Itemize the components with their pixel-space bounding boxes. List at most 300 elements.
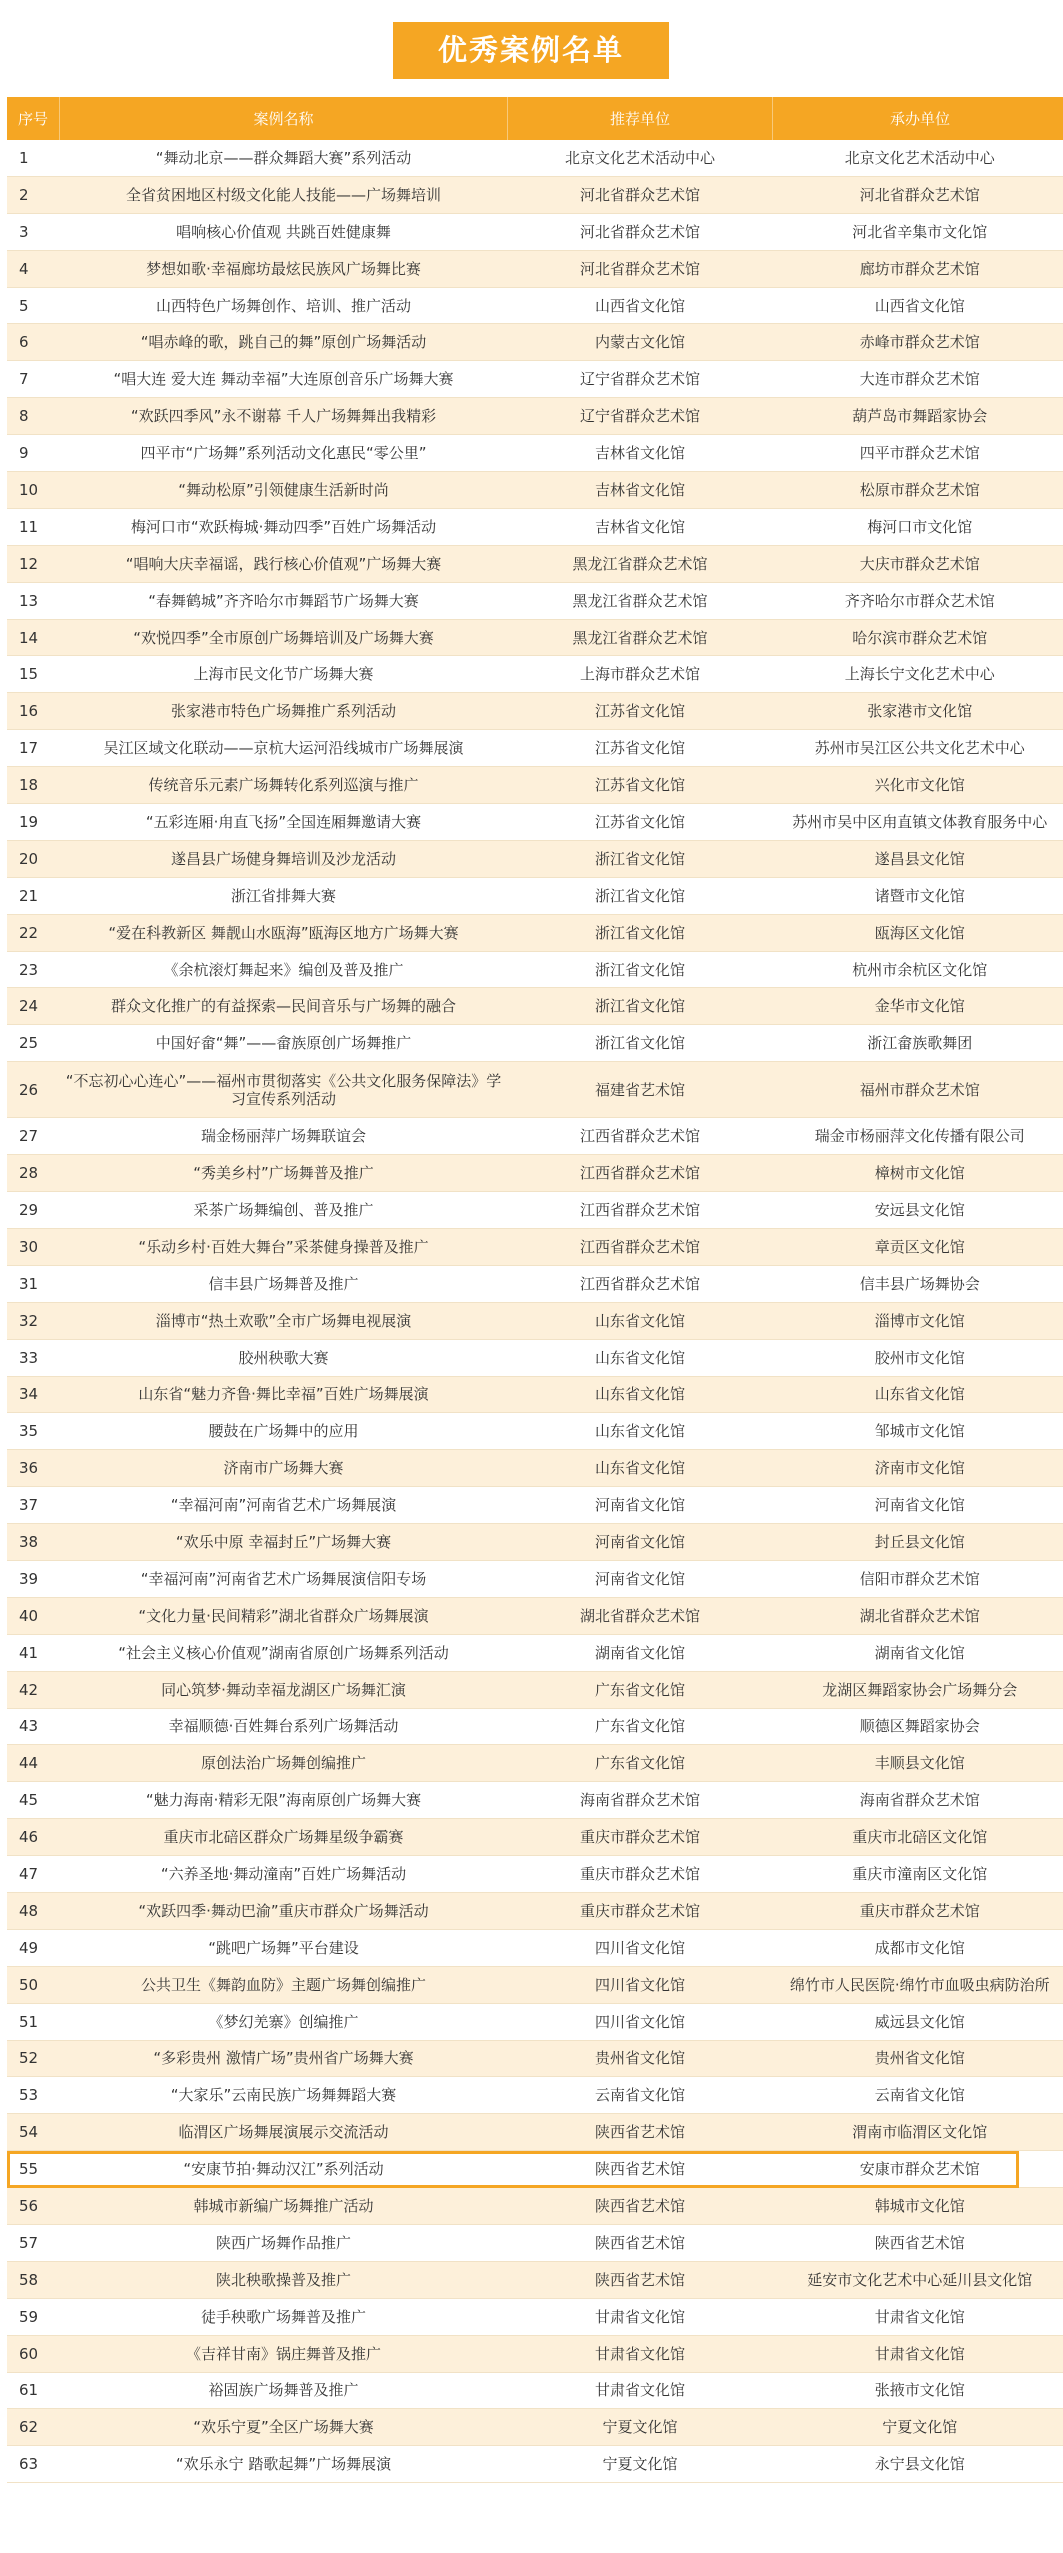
table-row [7, 1966, 1063, 2003]
case-name: “唱大连 爱大连 舞动幸福”大连原创音乐广场舞大赛 [60, 361, 508, 398]
recommending-unit: 江苏省文化馆 [508, 693, 773, 730]
table-row [7, 2409, 1063, 2446]
organizing-unit: 威远县文化馆 [773, 2003, 1063, 2040]
table-row [7, 1929, 1063, 1966]
case-name: “多彩贵州 激情广场”贵州省广场舞大赛 [60, 2040, 508, 2077]
table-row [7, 914, 1063, 951]
recommending-unit: 陕西省艺术馆 [508, 2151, 773, 2188]
organizing-unit: 哈尔滨市群众艺术馆 [773, 619, 1063, 656]
row-index: 59 [7, 2298, 60, 2335]
case-name: 张家港市特色广场舞推广系列活动 [60, 693, 508, 730]
recommending-unit: 四川省文化馆 [508, 1966, 773, 2003]
row-index: 43 [7, 1708, 60, 1745]
case-name: 公共卫生《舞韵血防》主题广场舞创编推广 [60, 1966, 508, 2003]
table-row [7, 1228, 1063, 1265]
case-name: 淄博市“热土欢歌”全市广场舞电视展演 [60, 1302, 508, 1339]
case-name: “爱在科教新区 舞靓山水瓯海”瓯海区地方广场舞大赛 [60, 914, 508, 951]
row-index: 46 [7, 1819, 60, 1856]
recommending-unit: 陕西省艺术馆 [508, 2261, 773, 2298]
table-row [7, 1819, 1063, 1856]
table-row [7, 1892, 1063, 1929]
row-index: 23 [7, 951, 60, 988]
recommending-unit: 湖北省群众艺术馆 [508, 1597, 773, 1634]
organizing-unit: 重庆市北碚区文化馆 [773, 1819, 1063, 1856]
table-row [7, 324, 1063, 361]
case-name: 重庆市北碚区群众广场舞星级争霸赛 [60, 1819, 508, 1856]
recommending-unit: 宁夏文化馆 [508, 2409, 773, 2446]
case-name: “舞动北京——群众舞蹈大赛”系列活动 [60, 140, 508, 176]
case-name: “欢乐中原 幸福封丘”广场舞大赛 [60, 1524, 508, 1561]
recommending-unit: 四川省文化馆 [508, 2003, 773, 2040]
recommending-unit: 河南省文化馆 [508, 1487, 773, 1524]
organizing-unit: 齐齐哈尔市群众艺术馆 [773, 582, 1063, 619]
recommending-unit: 江苏省文化馆 [508, 730, 773, 767]
organizing-unit: 廊坊市群众艺术馆 [773, 250, 1063, 287]
organizing-unit: 金华市文化馆 [773, 988, 1063, 1025]
case-name: 《吉祥甘南》锅庄舞普及推广 [60, 2335, 508, 2372]
organizing-unit: 淄博市文化馆 [773, 1302, 1063, 1339]
table-row [7, 398, 1063, 435]
case-name: 遂昌县广场健身舞培训及沙龙活动 [60, 840, 508, 877]
table-header-row [7, 97, 1063, 140]
recommending-unit: 河北省群众艺术馆 [508, 213, 773, 250]
row-index: 62 [7, 2409, 60, 2446]
row-index: 27 [7, 1118, 60, 1155]
organizing-unit: 甘肃省文化馆 [773, 2298, 1063, 2335]
case-name: “文化力量·民间精彩”湖北省群众广场舞展演 [60, 1597, 508, 1634]
row-index: 35 [7, 1413, 60, 1450]
organizing-unit: 河北省辛集市文化馆 [773, 213, 1063, 250]
organizing-unit: 福州市群众艺术馆 [773, 1062, 1063, 1118]
table-row [7, 2003, 1063, 2040]
organizing-unit: 松原市群众艺术馆 [773, 472, 1063, 509]
organizing-unit: 杭州市余杭区文化馆 [773, 951, 1063, 988]
row-index: 36 [7, 1450, 60, 1487]
organizing-unit: 封丘县文化馆 [773, 1524, 1063, 1561]
table-row [7, 1597, 1063, 1634]
organizing-unit: 龙湖区舞蹈家协会广场舞分会 [773, 1671, 1063, 1708]
table-row [7, 1376, 1063, 1413]
table-row [7, 472, 1063, 509]
row-index: 21 [7, 877, 60, 914]
organizing-unit: 宁夏文化馆 [773, 2409, 1063, 2446]
row-index: 52 [7, 2040, 60, 2077]
organizing-unit: 梅河口市文化馆 [773, 508, 1063, 545]
organizing-unit: 葫芦岛市舞蹈家协会 [773, 398, 1063, 435]
organizing-unit: 重庆市群众艺术馆 [773, 1892, 1063, 1929]
recommending-unit: 吉林省文化馆 [508, 435, 773, 472]
row-index: 31 [7, 1265, 60, 1302]
case-name: 群众文化推广的有益探索—民间音乐与广场舞的融合 [60, 988, 508, 1025]
organizing-unit: 大庆市群众艺术馆 [773, 545, 1063, 582]
recommending-unit: 山东省文化馆 [508, 1450, 773, 1487]
table-row [7, 656, 1063, 693]
row-index: 19 [7, 804, 60, 841]
organizing-unit: 贵州省文化馆 [773, 2040, 1063, 2077]
recommending-unit: 甘肃省文化馆 [508, 2335, 773, 2372]
recommending-unit: 江西省群众艺术馆 [508, 1265, 773, 1302]
row-index: 63 [7, 2446, 60, 2483]
case-name: 中国好畲“舞”——畲族原创广场舞推广 [60, 1025, 508, 1062]
case-name: “欢悦四季”全市原创广场舞培训及广场舞大赛 [60, 619, 508, 656]
table-row [7, 1062, 1063, 1118]
table-row [7, 2188, 1063, 2225]
row-index: 8 [7, 398, 60, 435]
table-row [7, 435, 1063, 472]
recommending-unit: 广东省文化馆 [508, 1671, 773, 1708]
organizing-unit: 延安市文化艺术中心延川县文化馆 [773, 2261, 1063, 2298]
case-name: 四平市“广场舞”系列活动文化惠民“零公里” [60, 435, 508, 472]
recommending-unit: 北京文化艺术活动中心 [508, 140, 773, 176]
case-name: “欢跃四季·舞动巴渝”重庆市群众广场舞活动 [60, 1892, 508, 1929]
organizing-unit: 章贡区文化馆 [773, 1228, 1063, 1265]
row-index: 45 [7, 1782, 60, 1819]
case-name: “唱赤峰的歌，跳自己的舞”原创广场舞活动 [60, 324, 508, 361]
organizing-unit: 苏州市吴江区公共文化艺术中心 [773, 730, 1063, 767]
table-row [7, 213, 1063, 250]
title-area [0, 0, 1063, 97]
recommending-unit: 重庆市群众艺术馆 [508, 1892, 773, 1929]
row-index: 14 [7, 619, 60, 656]
table-row [7, 1302, 1063, 1339]
organizing-unit: 济南市文化馆 [773, 1450, 1063, 1487]
table-row [7, 2446, 1063, 2483]
row-index: 34 [7, 1376, 60, 1413]
case-name: 瑞金杨丽萍广场舞联谊会 [60, 1118, 508, 1155]
table-row [7, 2261, 1063, 2298]
recommending-unit: 黑龙江省群众艺术馆 [508, 545, 773, 582]
case-name: 韩城市新编广场舞推广活动 [60, 2188, 508, 2225]
case-name: “秀美乡村”广场舞普及推广 [60, 1155, 508, 1192]
table-row [7, 840, 1063, 877]
row-index: 40 [7, 1597, 60, 1634]
case-name: 陕北秧歌操普及推广 [60, 2261, 508, 2298]
case-name: 胶州秧歌大赛 [60, 1339, 508, 1376]
case-name: 上海市民文化节广场舞大赛 [60, 656, 508, 693]
organizing-unit: 甘肃省文化馆 [773, 2335, 1063, 2372]
case-name: “五彩连厢·甪直飞扬”全国连厢舞邀请大赛 [60, 804, 508, 841]
organizing-unit: 丰顺县文化馆 [773, 1745, 1063, 1782]
table-row [7, 988, 1063, 1025]
case-name: 裕固族广场舞普及推广 [60, 2372, 508, 2409]
organizing-unit: 遂昌县文化馆 [773, 840, 1063, 877]
table-row [7, 1025, 1063, 1062]
case-name: “幸福河南”河南省艺术广场舞展演 [60, 1487, 508, 1524]
table-row [7, 619, 1063, 656]
organizing-unit: 浙江畲族歌舞团 [773, 1025, 1063, 1062]
recommending-unit: 上海市群众艺术馆 [508, 656, 773, 693]
table-row [7, 140, 1063, 176]
recommending-unit: 黑龙江省群众艺术馆 [508, 619, 773, 656]
table-row [7, 361, 1063, 398]
table-row [7, 1671, 1063, 1708]
case-name: “欢乐宁夏”全区广场舞大赛 [60, 2409, 508, 2446]
case-name: “欢跃四季风”永不谢幕 千人广场舞舞出我精彩 [60, 398, 508, 435]
row-index: 30 [7, 1228, 60, 1265]
row-index: 13 [7, 582, 60, 619]
row-index: 20 [7, 840, 60, 877]
column-header-index: 序号 [7, 97, 60, 140]
table-row [7, 804, 1063, 841]
row-index: 25 [7, 1025, 60, 1062]
case-name: “舞动松原”引领健康生活新时尚 [60, 472, 508, 509]
organizing-unit: 海南省群众艺术馆 [773, 1782, 1063, 1819]
table-row [7, 1708, 1063, 1745]
case-name: 同心筑梦·舞动幸福龙湖区广场舞汇演 [60, 1671, 508, 1708]
organizing-unit: 诸暨市文化馆 [773, 877, 1063, 914]
case-name: “安康节拍·舞动汉江”系列活动 [60, 2151, 508, 2188]
case-name: “唱响大庆幸福谣，践行核心价值观”广场舞大赛 [60, 545, 508, 582]
case-name: 济南市广场舞大赛 [60, 1450, 508, 1487]
table-row [7, 1745, 1063, 1782]
case-name: 陕西广场舞作品推广 [60, 2224, 508, 2261]
recommending-unit: 云南省文化馆 [508, 2077, 773, 2114]
case-name: 幸福顺德·百姓舞台系列广场舞活动 [60, 1708, 508, 1745]
table-row [7, 1413, 1063, 1450]
case-name: “跳吧广场舞”平台建设 [60, 1929, 508, 1966]
organizing-unit: 安康市群众艺术馆 [773, 2151, 1063, 2188]
row-index: 5 [7, 287, 60, 324]
recommending-unit: 浙江省文化馆 [508, 914, 773, 951]
table-body [7, 140, 1063, 2483]
case-name: 《余杭滚灯舞起来》编创及普及推广 [60, 951, 508, 988]
row-index: 61 [7, 2372, 60, 2409]
row-index: 3 [7, 213, 60, 250]
recommending-unit: 江西省群众艺术馆 [508, 1192, 773, 1229]
row-index: 11 [7, 508, 60, 545]
case-name: 采茶广场舞编创、普及推广 [60, 1192, 508, 1229]
row-index: 24 [7, 988, 60, 1025]
recommending-unit: 福建省艺术馆 [508, 1062, 773, 1118]
table-row [7, 2040, 1063, 2077]
row-index: 26 [7, 1062, 60, 1118]
recommending-unit: 浙江省文化馆 [508, 840, 773, 877]
column-header-organizer: 承办单位 [773, 97, 1063, 140]
table-row [7, 1265, 1063, 1302]
case-name: 吴江区域文化联动——京杭大运河沿线城市广场舞展演 [60, 730, 508, 767]
recommending-unit: 重庆市群众艺术馆 [508, 1819, 773, 1856]
row-index: 9 [7, 435, 60, 472]
row-index: 12 [7, 545, 60, 582]
recommending-unit: 江苏省文化馆 [508, 804, 773, 841]
table-row [7, 2077, 1063, 2114]
row-index: 47 [7, 1856, 60, 1893]
case-name: 临渭区广场舞展演展示交流活动 [60, 2114, 508, 2151]
row-index: 44 [7, 1745, 60, 1782]
organizing-unit: 邹城市文化馆 [773, 1413, 1063, 1450]
recommending-unit: 辽宁省群众艺术馆 [508, 361, 773, 398]
organizing-unit: 湖南省文化馆 [773, 1634, 1063, 1671]
case-name: “不忘初心心连心”——福州市贯彻落实《公共文化服务保障法》学习宣传系列活动 [60, 1062, 508, 1118]
column-header-recommender: 推荐单位 [508, 97, 773, 140]
recommending-unit: 黑龙江省群众艺术馆 [508, 582, 773, 619]
row-index: 58 [7, 2261, 60, 2298]
table-row [7, 2224, 1063, 2261]
table-row [7, 1192, 1063, 1229]
table-row [7, 877, 1063, 914]
row-index: 29 [7, 1192, 60, 1229]
case-name: 梅河口市“欢跃梅城·舞动四季”百姓广场舞活动 [60, 508, 508, 545]
recommending-unit: 甘肃省文化馆 [508, 2298, 773, 2335]
recommending-unit: 山西省文化馆 [508, 287, 773, 324]
case-name: 腰鼓在广场舞中的应用 [60, 1413, 508, 1450]
case-name: “社会主义核心价值观”湖南省原创广场舞系列活动 [60, 1634, 508, 1671]
row-index: 57 [7, 2224, 60, 2261]
organizing-unit: 湖北省群众艺术馆 [773, 1597, 1063, 1634]
recommending-unit: 吉林省文化馆 [508, 472, 773, 509]
row-index: 6 [7, 324, 60, 361]
case-name: 梦想如歌·幸福廊坊最炫民族风广场舞比赛 [60, 250, 508, 287]
case-name: “乐动乡村·百姓大舞台”采茶健身操普及推广 [60, 1228, 508, 1265]
case-name: “魅力海南·精彩无限”海南原创广场舞大赛 [60, 1782, 508, 1819]
recommending-unit: 陕西省艺术馆 [508, 2224, 773, 2261]
row-index: 16 [7, 693, 60, 730]
row-index: 56 [7, 2188, 60, 2225]
recommending-unit: 山东省文化馆 [508, 1339, 773, 1376]
row-index: 48 [7, 1892, 60, 1929]
row-index: 50 [7, 1966, 60, 2003]
organizing-unit: 赤峰市群众艺术馆 [773, 324, 1063, 361]
organizing-unit: 张家港市文化馆 [773, 693, 1063, 730]
organizing-unit: 山西省文化馆 [773, 287, 1063, 324]
recommending-unit: 海南省群众艺术馆 [508, 1782, 773, 1819]
case-name: 《梦幻羌寨》创编推广 [60, 2003, 508, 2040]
table-row [7, 1560, 1063, 1597]
table-row [7, 2114, 1063, 2151]
recommending-unit: 江苏省文化馆 [508, 767, 773, 804]
table-row [7, 508, 1063, 545]
row-index: 51 [7, 2003, 60, 2040]
recommending-unit: 贵州省文化馆 [508, 2040, 773, 2077]
table-row [7, 1155, 1063, 1192]
row-index: 22 [7, 914, 60, 951]
row-index: 53 [7, 2077, 60, 2114]
case-name: 浙江省排舞大赛 [60, 877, 508, 914]
recommending-unit: 山东省文化馆 [508, 1302, 773, 1339]
table-row [7, 545, 1063, 582]
table-row [7, 1524, 1063, 1561]
organizing-unit: 顺德区舞蹈家协会 [773, 1708, 1063, 1745]
recommending-unit: 浙江省文化馆 [508, 951, 773, 988]
recommending-unit: 广东省文化馆 [508, 1745, 773, 1782]
organizing-unit: 陕西省艺术馆 [773, 2224, 1063, 2261]
row-index: 17 [7, 730, 60, 767]
row-index: 55 [7, 2151, 60, 2188]
row-index: 28 [7, 1155, 60, 1192]
row-index: 15 [7, 656, 60, 693]
row-index: 7 [7, 361, 60, 398]
row-index: 4 [7, 250, 60, 287]
organizing-unit: 胶州市文化馆 [773, 1339, 1063, 1376]
case-name: “大家乐”云南民族广场舞舞蹈大赛 [60, 2077, 508, 2114]
row-index: 41 [7, 1634, 60, 1671]
recommending-unit: 陕西省艺术馆 [508, 2114, 773, 2151]
row-index: 39 [7, 1560, 60, 1597]
row-index: 54 [7, 2114, 60, 2151]
table-row [7, 176, 1063, 213]
case-name: 传统音乐元素广场舞转化系列巡演与推广 [60, 767, 508, 804]
column-header-case-name: 案例名称 [60, 97, 508, 140]
page-title: 优秀案例名单 [393, 22, 669, 79]
row-index: 42 [7, 1671, 60, 1708]
recommending-unit: 甘肃省文化馆 [508, 2372, 773, 2409]
recommending-unit: 江西省群众艺术馆 [508, 1155, 773, 1192]
table-row [7, 287, 1063, 324]
organizing-unit: 上海长宁文化艺术中心 [773, 656, 1063, 693]
organizing-unit: 苏州市吴中区甪直镇文体教育服务中心 [773, 804, 1063, 841]
row-index: 10 [7, 472, 60, 509]
table-row [7, 1782, 1063, 1819]
organizing-unit: 重庆市潼南区文化馆 [773, 1856, 1063, 1893]
organizing-unit: 安远县文化馆 [773, 1192, 1063, 1229]
table-row [7, 730, 1063, 767]
recommending-unit: 吉林省文化馆 [508, 508, 773, 545]
table-row [7, 1118, 1063, 1155]
recommending-unit: 四川省文化馆 [508, 1929, 773, 1966]
recommending-unit: 广东省文化馆 [508, 1708, 773, 1745]
case-name: “六养圣地·舞动潼南”百姓广场舞活动 [60, 1856, 508, 1893]
table-row [7, 951, 1063, 988]
row-index: 38 [7, 1524, 60, 1561]
organizing-unit: 兴化市文化馆 [773, 767, 1063, 804]
recommending-unit: 山东省文化馆 [508, 1376, 773, 1413]
recommending-unit: 浙江省文化馆 [508, 1025, 773, 1062]
recommending-unit: 山东省文化馆 [508, 1413, 773, 1450]
organizing-unit: 樟树市文化馆 [773, 1155, 1063, 1192]
recommending-unit: 重庆市群众艺术馆 [508, 1856, 773, 1893]
table-row [7, 2298, 1063, 2335]
recommending-unit: 宁夏文化馆 [508, 2446, 773, 2483]
organizing-unit: 成都市文化馆 [773, 1929, 1063, 1966]
row-index: 33 [7, 1339, 60, 1376]
row-index: 2 [7, 176, 60, 213]
row-index: 18 [7, 767, 60, 804]
recommending-unit: 浙江省文化馆 [508, 988, 773, 1025]
recommending-unit: 河北省群众艺术馆 [508, 176, 773, 213]
organizing-unit: 瑞金市杨丽萍文化传播有限公司 [773, 1118, 1063, 1155]
table-row [7, 2372, 1063, 2409]
table-row [7, 1339, 1063, 1376]
table-row [7, 582, 1063, 619]
organizing-unit: 信丰县广场舞协会 [773, 1265, 1063, 1302]
table-row [7, 2335, 1063, 2372]
organizing-unit: 韩城市文化馆 [773, 2188, 1063, 2225]
organizing-unit: 绵竹市人民医院·绵竹市血吸虫病防治所 [773, 1966, 1063, 2003]
organizing-unit: 云南省文化馆 [773, 2077, 1063, 2114]
row-index: 37 [7, 1487, 60, 1524]
cases-table [7, 97, 1063, 2483]
table-row [7, 1856, 1063, 1893]
organizing-unit: 瓯海区文化馆 [773, 914, 1063, 951]
recommending-unit: 湖南省文化馆 [508, 1634, 773, 1671]
case-name: 原创法治广场舞创编推广 [60, 1745, 508, 1782]
case-name: 信丰县广场舞普及推广 [60, 1265, 508, 1302]
row-index: 60 [7, 2335, 60, 2372]
recommending-unit: 辽宁省群众艺术馆 [508, 398, 773, 435]
recommending-unit: 河南省文化馆 [508, 1560, 773, 1597]
organizing-unit: 张掖市文化馆 [773, 2372, 1063, 2409]
recommending-unit: 江西省群众艺术馆 [508, 1118, 773, 1155]
organizing-unit: 北京文化艺术活动中心 [773, 140, 1063, 176]
row-index: 1 [7, 140, 60, 176]
table-row [7, 1634, 1063, 1671]
table-row [7, 767, 1063, 804]
recommending-unit: 江西省群众艺术馆 [508, 1228, 773, 1265]
row-index: 49 [7, 1929, 60, 1966]
organizing-unit: 四平市群众艺术馆 [773, 435, 1063, 472]
organizing-unit: 信阳市群众艺术馆 [773, 1560, 1063, 1597]
organizing-unit: 渭南市临渭区文化馆 [773, 2114, 1063, 2151]
